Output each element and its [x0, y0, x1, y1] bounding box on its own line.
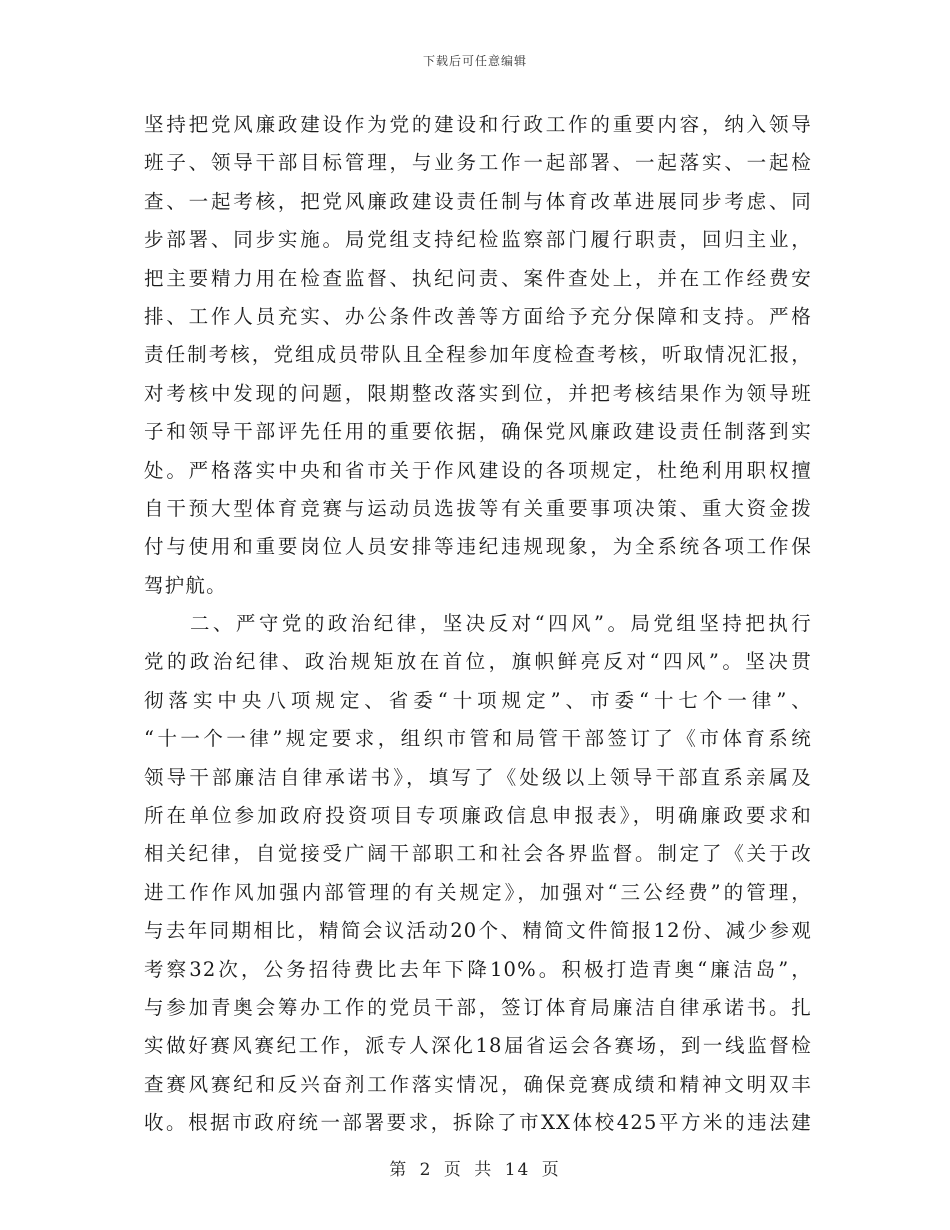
text-line: 党的政治纪律、政治规矩放在首位，旗帜鲜亮反对“四风”。坚决贯: [144, 650, 812, 674]
text-line: 自干预大型体育竞赛与运动员选拔等有关重要事项决策、重大资金拨: [144, 496, 812, 520]
text-line: 对考核中发现的问题，限期整改落实到位，并把考核结果作为领导班: [144, 381, 812, 405]
text-line: 子和领导干部评先任用的重要依据，确保党风廉政建设责任制落到实: [144, 420, 812, 444]
text-line: 查赛风赛纪和反兴奋剂工作落实情况，确保竞赛成绩和精神文明双丰: [144, 1072, 812, 1096]
text-line: “十一个一律”规定要求，组织市管和局管干部签订了《市体育系统: [144, 727, 812, 751]
text-line: 查、一起考核，把党风廉政建设责任制与体育改革进展同步考虑、同: [144, 189, 812, 213]
text-line: 处。严格落实中央和省市关于作风建设的各项规定，杜绝利用职权擅: [144, 458, 812, 482]
body-text: [144, 106, 812, 1143]
page-header: 下载后可任意编辑: [422, 54, 527, 68]
text-line: 考察32次，公务招待费比去年下降10%。积极打造青奥“廉洁岛”，: [144, 957, 812, 981]
text-line: 与参加青奥会筹办工作的党员干部，签订体育局廉洁自律承诺书。扎: [144, 995, 812, 1019]
text-line: 排、工作人员充实、办公条件改善等方面给予充分保障和支持。严格: [144, 304, 812, 328]
text-line: 二、严守党的政治纪律，坚决反对“四风”。局党组坚持把执行: [144, 612, 812, 636]
text-line: 进工作作风加强内部管理的有关规定》，加强对“三公经费”的管理，: [144, 880, 812, 904]
text-line: 付与使用和重要岗位人员安排等违纪违规现象，为全系统各项工作保: [144, 535, 812, 559]
text-line: 坚持把党风廉政建设作为党的建设和行政工作的重要内容，纳入领导: [144, 113, 812, 136]
text-line: 相关纪律，自觉接受广阔干部职工和社会各界监督。制定了《关于改: [144, 842, 812, 866]
text-line: 收。根据市政府统一部署要求，拆除了市XX体校425平方米的违法建: [144, 1111, 812, 1135]
paragraph-end-line: 驾护航。: [144, 573, 227, 597]
text-line: 步部署、同步实施。局党组支持纪检监察部门履行职责，回归主业，: [144, 228, 812, 252]
text-line: 领导干部廉洁自律承诺书》，填写了《处级以上领导干部直系亲属及: [144, 765, 812, 789]
text-line: 实做好赛风赛纪工作，派专人深化18届省运会各赛场，到一线监督检: [144, 1034, 812, 1058]
page-number-footer: 第 2 页 共 14 页: [389, 1160, 561, 1180]
text-line: 与去年同期相比，精简会议活动20个、精简文件简报12份、减少参观: [144, 919, 812, 943]
text-line: 彻落实中央八项规定、省委“十项规定”、市委“十七个一律”、: [144, 688, 812, 712]
text-line: 所在单位参加政府投资项目专项廉政信息申报表》，明确廉政要求和: [144, 804, 812, 828]
text-line: 把主要精力用在检查监督、执纪问责、案件查处上，并在工作经费安: [144, 266, 812, 290]
text-line: 班子、领导干部目标管理，与业务工作一起部署、一起落实、一起检: [144, 151, 812, 175]
text-line: 责任制考核，党组成员带队且全程参加年度检查考核，听取情况汇报，: [144, 343, 812, 367]
